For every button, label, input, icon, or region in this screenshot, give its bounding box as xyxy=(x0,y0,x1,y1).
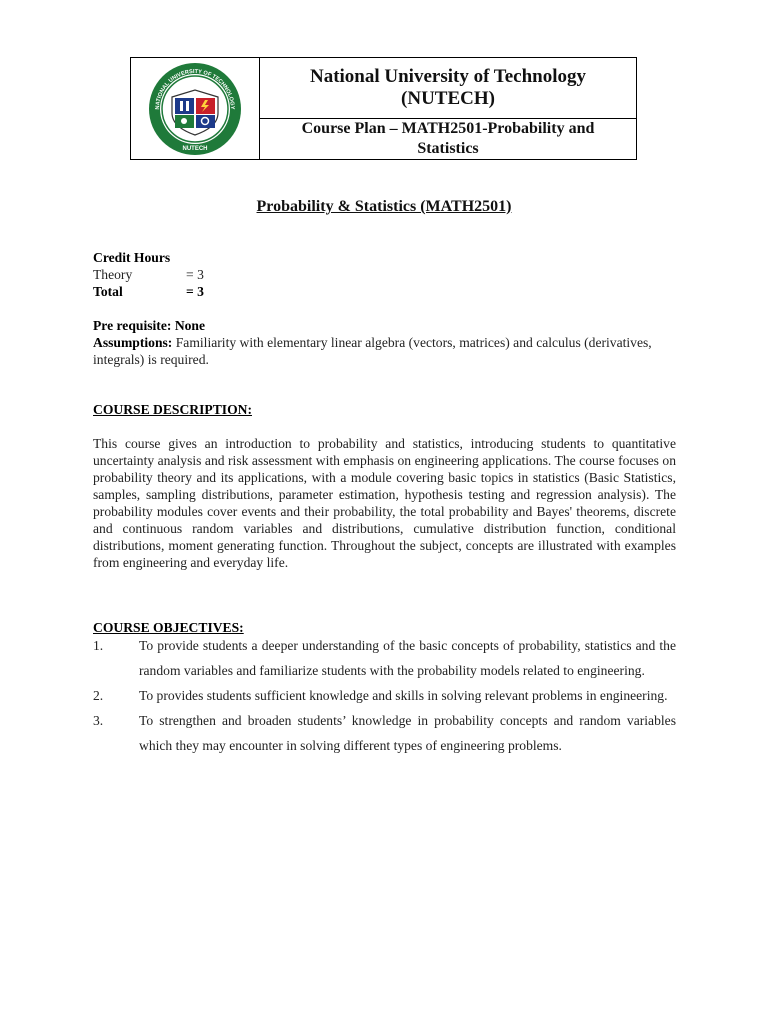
title-cell xyxy=(260,58,636,159)
course-objectives-heading: COURSE OBJECTIVES: xyxy=(93,620,244,635)
prerequisite-line xyxy=(93,317,676,334)
svg-text:NATIONAL UNIVERSITY OF TECHNOL: NATIONAL UNIVERSITY OF TECHNOLOGY xyxy=(154,68,236,110)
assumptions-line xyxy=(93,334,676,368)
university-name-line2: (NUTECH) xyxy=(401,88,495,109)
course-description-text: This course gives an introduction to probability and statistics, introducing students to quantitative uncertainty analysis and risk assessment with emphasis on engineering applications. The course focuses on probability theory and its applications, with a module covering basic topics in statistics (Basic Statistics, samples, sampling distributions, parameter estimation, hypothesis testing and regression analysis). The probability modules cover events and their probability, the total probability and Bayes' theorems, discrete and continuous random variables and distributions, cumulative distribution function, conditional distributions, moment generating function. Throughout the subject, concepts are illustrated with examples from engineering and everyday life. xyxy=(93,436,676,570)
svg-text:NUTECH: NUTECH xyxy=(182,145,208,152)
theory-label: Theory xyxy=(93,267,133,282)
theory-value: = 3 xyxy=(186,267,204,282)
course-description-section xyxy=(93,401,676,571)
theory-row xyxy=(93,266,676,283)
objective-number: 1. xyxy=(93,638,104,653)
university-name xyxy=(260,58,636,119)
objective-text: To provides students sufficient knowledge and skills in solving relevant problems in engineering. xyxy=(139,688,668,703)
total-label: Total xyxy=(93,284,123,299)
objective-number: 2. xyxy=(93,688,104,703)
document-title: Probability & Statistics (MATH2501) xyxy=(256,198,512,215)
objective-text: To strengthen and broaden students’ knowledge in probability concepts and random variables which they may encounter in solving different types of engineering problems. xyxy=(139,713,676,753)
credit-hours-section xyxy=(93,249,676,300)
assumptions-value: Familiarity with elementary linear algebra (vectors, matrices) and calculus (derivatives, integrals) is required. xyxy=(93,335,652,367)
header-table xyxy=(130,57,637,160)
total-value: = 3 xyxy=(186,284,204,299)
objective-item xyxy=(93,633,676,683)
total-row xyxy=(93,283,676,300)
course-plan-line1: Course Plan – MATH2501-Probability and xyxy=(301,120,595,137)
course-plan-title xyxy=(260,119,636,159)
prerequisite-value: None xyxy=(174,318,206,333)
objective-item xyxy=(93,683,676,708)
assumptions-label: Assumptions: xyxy=(93,335,173,350)
objective-number: 3. xyxy=(93,713,104,728)
objective-text: To provide students a deeper understanding of the basic concepts of probability, statistics and the random variables and familiarize students with the probability models related to engineering. xyxy=(139,638,676,678)
objective-item xyxy=(93,708,676,758)
course-objectives-section xyxy=(93,619,676,758)
credit-hours-heading: Credit Hours xyxy=(93,250,171,265)
prerequisite-section xyxy=(93,317,676,368)
university-seal-icon xyxy=(147,61,243,157)
logo-cell xyxy=(131,58,260,159)
course-plan-line2: Statistics xyxy=(417,140,479,157)
course-description-heading: COURSE DESCRIPTION: xyxy=(93,402,252,417)
prerequisite-label: Pre requisite: xyxy=(93,318,172,333)
university-name-line1: National University of Technology xyxy=(309,66,587,87)
